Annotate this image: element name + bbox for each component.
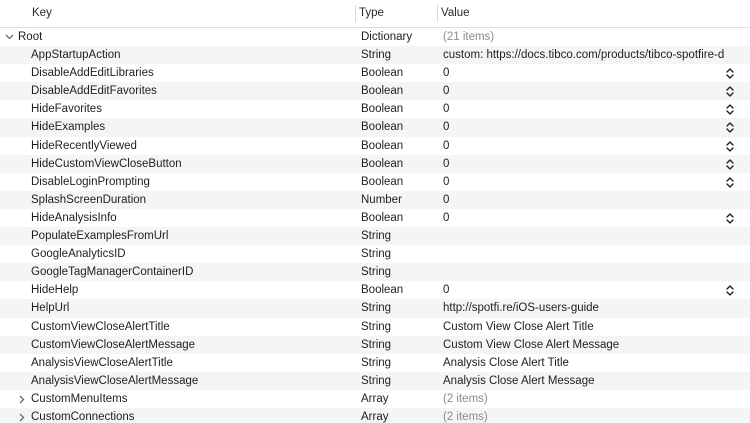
row-key[interactable]: CustomViewCloseAlertMessage bbox=[31, 338, 196, 351]
row-value[interactable]: Custom View Close Alert Message bbox=[443, 338, 620, 351]
row-type[interactable]: String bbox=[361, 266, 392, 279]
list-item[interactable] bbox=[0, 137, 750, 155]
row-type[interactable]: String bbox=[361, 230, 392, 243]
row-value[interactable]: 0 bbox=[443, 103, 450, 116]
row-type[interactable]: String bbox=[361, 302, 392, 315]
row-type[interactable]: Boolean bbox=[361, 139, 404, 152]
row-type[interactable]: String bbox=[361, 248, 392, 261]
row-type[interactable]: Boolean bbox=[361, 67, 404, 80]
row-value[interactable]: Analysis Close Alert Message bbox=[443, 374, 595, 387]
row-key[interactable]: GoogleTagManagerContainerID bbox=[31, 266, 194, 279]
list-item[interactable] bbox=[0, 118, 750, 136]
list-item[interactable] bbox=[0, 318, 750, 336]
row-value[interactable]: 0 bbox=[443, 175, 450, 188]
list-item[interactable] bbox=[0, 408, 750, 423]
column-header-value[interactable]: Value bbox=[441, 7, 470, 19]
updown-stepper-icon[interactable] bbox=[725, 158, 735, 171]
row-type[interactable]: Boolean bbox=[361, 157, 404, 170]
updown-stepper-icon[interactable] bbox=[725, 121, 735, 134]
row-key[interactable]: HideAnalysisInfo bbox=[31, 211, 117, 224]
row-type[interactable]: Boolean bbox=[361, 284, 404, 297]
list-item[interactable] bbox=[0, 372, 750, 390]
row-key[interactable]: HideFavorites bbox=[31, 103, 102, 116]
row-value[interactable]: 0 bbox=[443, 284, 450, 297]
row-key[interactable]: AppStartupAction bbox=[31, 49, 121, 62]
row-value[interactable]: Custom View Close Alert Title bbox=[443, 320, 594, 333]
row-key[interactable]: HideRecentlyViewed bbox=[31, 139, 137, 152]
row-type[interactable]: String bbox=[361, 338, 392, 351]
row-type[interactable]: String bbox=[361, 320, 392, 333]
row-key[interactable]: CustomMenuItems bbox=[31, 392, 128, 405]
row-key[interactable]: CustomViewCloseAlertTitle bbox=[31, 320, 170, 333]
row-key[interactable]: DisableAddEditLibraries bbox=[31, 67, 154, 80]
updown-stepper-icon[interactable] bbox=[725, 176, 735, 189]
row-key[interactable]: HideExamples bbox=[31, 121, 106, 134]
column-header-type[interactable]: Type bbox=[359, 7, 384, 19]
row-type[interactable]: String bbox=[361, 374, 392, 387]
column-separator[interactable] bbox=[355, 5, 356, 22]
row-key[interactable]: DisableLoginPrompting bbox=[31, 175, 150, 188]
column-header bbox=[0, 0, 750, 28]
row-value[interactable]: custom: https://docs.tibco.com/products/tibco-spotfire-d bbox=[443, 49, 725, 62]
row-value[interactable]: Analysis Close Alert Title bbox=[443, 356, 569, 369]
row-value[interactable]: 0 bbox=[443, 85, 450, 98]
row-key[interactable]: CustomConnections bbox=[31, 410, 135, 423]
root-row[interactable] bbox=[0, 28, 750, 46]
row-type[interactable]: Boolean bbox=[361, 85, 404, 98]
row-type[interactable]: Boolean bbox=[361, 175, 404, 188]
list-item[interactable] bbox=[0, 82, 750, 100]
row-key[interactable]: DisableAddEditFavorites bbox=[31, 85, 157, 98]
row-value[interactable]: 0 bbox=[443, 139, 450, 152]
row-value[interactable]: 0 bbox=[443, 193, 450, 206]
root-type[interactable]: Dictionary bbox=[361, 31, 413, 43]
list-item[interactable] bbox=[0, 245, 750, 263]
row-value[interactable]: 0 bbox=[443, 121, 450, 134]
row-type[interactable]: Array bbox=[361, 410, 389, 423]
row-type[interactable]: Array bbox=[361, 392, 389, 405]
row-value[interactable]: 0 bbox=[443, 211, 450, 224]
column-separator[interactable] bbox=[437, 5, 438, 22]
row-type[interactable]: String bbox=[361, 356, 392, 369]
updown-stepper-icon[interactable] bbox=[725, 103, 735, 116]
row-type[interactable]: Boolean bbox=[361, 121, 404, 134]
updown-stepper-icon[interactable] bbox=[725, 140, 735, 153]
row-value: (2 items) bbox=[443, 410, 488, 423]
row-key[interactable]: AnalysisViewCloseAlertMessage bbox=[31, 374, 199, 387]
list-item[interactable] bbox=[0, 100, 750, 118]
updown-stepper-icon[interactable] bbox=[725, 212, 735, 225]
list-item[interactable] bbox=[0, 336, 750, 354]
list-item[interactable] bbox=[0, 354, 750, 372]
rows-container bbox=[0, 28, 750, 423]
row-key[interactable]: HelpUrl bbox=[31, 302, 70, 315]
list-item[interactable] bbox=[0, 227, 750, 245]
chevron-down-icon[interactable] bbox=[3, 28, 15, 46]
updown-stepper-icon[interactable] bbox=[725, 85, 735, 98]
row-value[interactable]: http://spotfi.re/iOS-users-guide bbox=[443, 302, 599, 315]
row-value: (2 items) bbox=[443, 392, 488, 405]
root-key: Root bbox=[18, 31, 43, 43]
row-key[interactable]: GoogleAnalyticsID bbox=[31, 248, 126, 261]
row-key[interactable]: PopulateExamplesFromUrl bbox=[31, 230, 169, 243]
row-value[interactable]: 0 bbox=[443, 67, 450, 80]
row-key[interactable]: SplashScreenDuration bbox=[31, 193, 147, 206]
row-type[interactable]: Number bbox=[361, 193, 402, 206]
list-item[interactable] bbox=[0, 173, 750, 191]
row-key[interactable]: AnalysisViewCloseAlertTitle bbox=[31, 356, 173, 369]
chevron-right-icon[interactable] bbox=[16, 390, 28, 408]
list-item[interactable] bbox=[0, 209, 750, 227]
list-item[interactable] bbox=[0, 263, 750, 281]
list-item[interactable] bbox=[0, 299, 750, 317]
row-value[interactable]: 0 bbox=[443, 157, 450, 170]
column-header-key[interactable]: Key bbox=[32, 7, 52, 19]
row-type[interactable]: Boolean bbox=[361, 211, 404, 224]
list-item[interactable] bbox=[0, 191, 750, 209]
row-key[interactable]: HideCustomViewCloseButton bbox=[31, 157, 182, 170]
list-item[interactable] bbox=[0, 155, 750, 173]
list-item[interactable] bbox=[0, 46, 750, 64]
updown-stepper-icon[interactable] bbox=[725, 67, 735, 80]
list-item[interactable] bbox=[0, 281, 750, 299]
list-item[interactable] bbox=[0, 64, 750, 82]
list-item[interactable] bbox=[0, 390, 750, 408]
row-type[interactable]: String bbox=[361, 49, 392, 62]
updown-stepper-icon[interactable] bbox=[725, 284, 735, 297]
root-value: (21 items) bbox=[443, 31, 495, 43]
row-key[interactable]: HideHelp bbox=[31, 284, 79, 297]
row-type[interactable]: Boolean bbox=[361, 103, 404, 116]
chevron-right-icon[interactable] bbox=[16, 408, 28, 423]
